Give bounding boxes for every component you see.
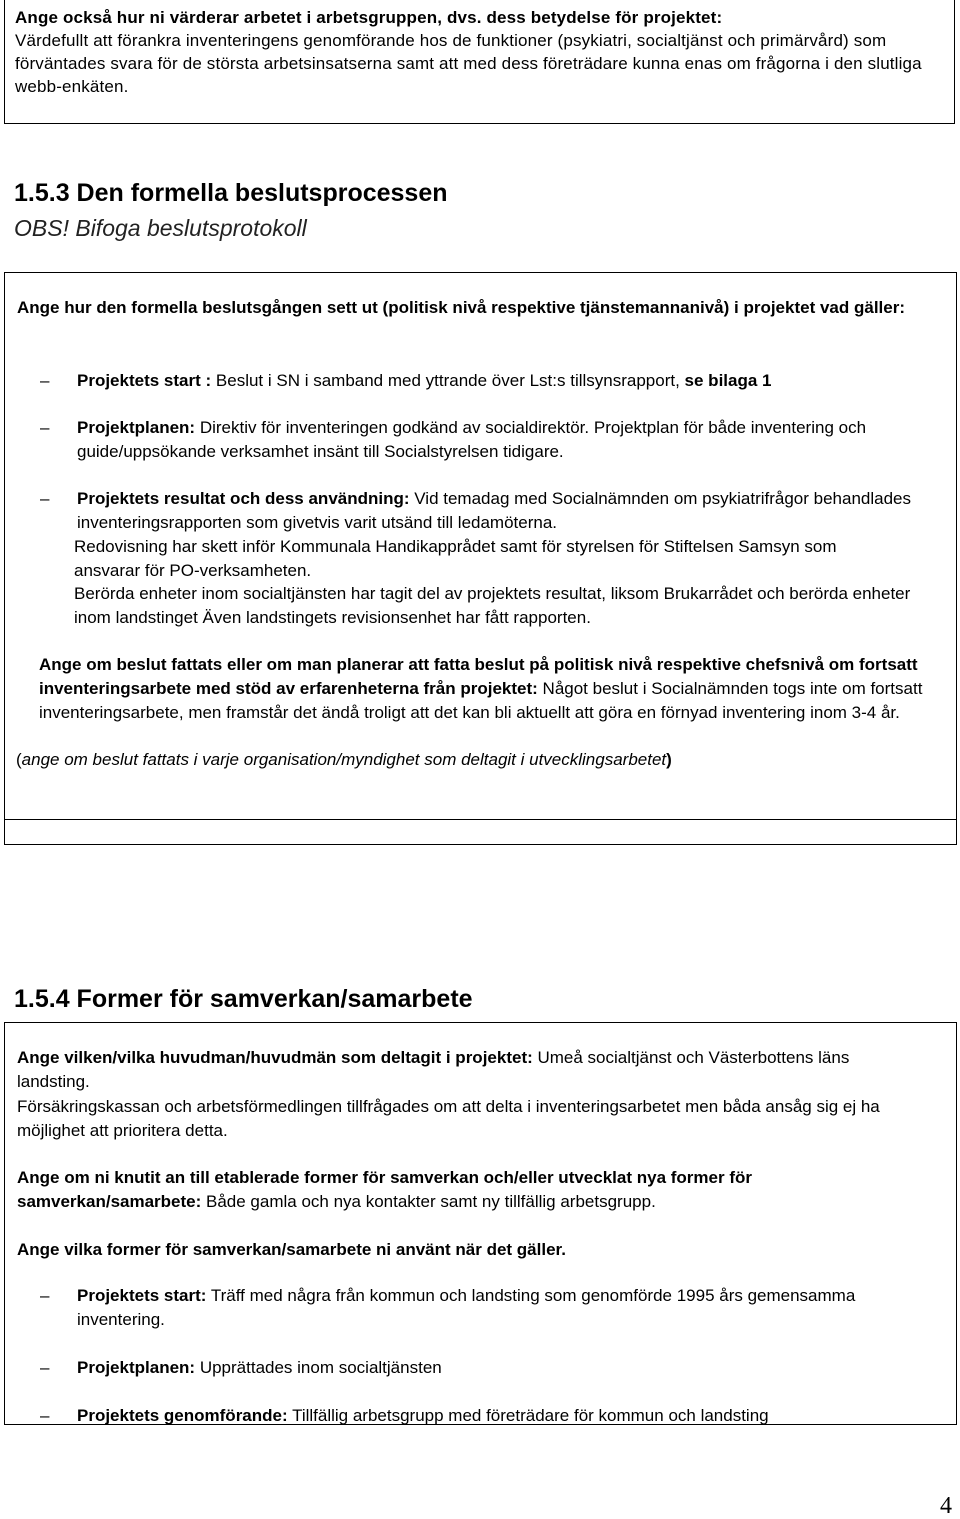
obs-note: OBS! Bifoga beslutsprotokoll (14, 215, 307, 241)
redovisning-paragraph: Redovisning har skett inför Kommunala Handikapprådet samt för styrelsen för Stiftelsen Samsyn som ansvarar för PO-verksamheten. (74, 537, 837, 580)
insurance-paragraph: Försäkringskassan och arbetsförmedlingen tillfrågades om att delta i inventeringsarbetet men båda ansåg sig ej ha möjlighet att prioritera detta. (17, 1097, 880, 1140)
list-marker: – (40, 371, 50, 390)
evaluation-box (4, 0, 955, 124)
list-marker: – (40, 1406, 50, 1425)
decision-question: Ange hur den formella beslutsgången sett ut (politisk nivå respektive tjänstemannanivå) i projektet vad gäller: (17, 298, 905, 317)
item-text: Beslut i SN i samband med yttrande över Lst:s tillsynsrapport, (211, 371, 680, 390)
list-item-project-result (77, 487, 937, 535)
list-item-coop-plan (77, 1356, 917, 1380)
section-heading-154: 1.5.4 Former för samverkan/samarbete (14, 985, 473, 1013)
principals-label: Ange vilken/vilka huvudman/huvudmän som deltagit i projektet: (17, 1048, 533, 1067)
established-forms-label: Ange om ni knutit an till etablerade former för samverkan och/eller utvecklat nya former för samverkan/samarbete: (17, 1168, 752, 1211)
item-label: Projektets start : (77, 371, 212, 390)
item-text: Upprättades inom socialtjänsten (195, 1358, 442, 1377)
list-marker: – (40, 1286, 50, 1305)
list-item-coop-implementation (77, 1404, 947, 1428)
item-text: Vid temadag med Socialnämnden om psykiatrifrågor behandlades inventeringsrapporten som givetvis varit utsänd till ledamöterna. (77, 489, 912, 532)
list-marker: – (40, 489, 50, 508)
attachment-ref: se bilaga 1 (679, 371, 772, 390)
principals-answer: Umeå socialtjänst och Västerbottens läns landsting. (17, 1048, 850, 1091)
evaluation-answer: Värdefullt att förankra inventeringens genomförande hos de funktioner (psykiatri, socialtjänst och primärvård) som förväntades svara för de största arbetsinsatserna samt att med dess företrädare kunna enas om frågorna i den slutliga webb-enkäten. (15, 31, 922, 96)
followup-answer: Något beslut i Socialnämnden togs inte om fortsatt inventeringsarbete, men framstår det ändå troligt att det kan bli aktuellt att göra en förnyad inventering inom 3-4 år. (39, 679, 923, 722)
forms-question: Ange vilka former för samverkan/samarbete ni använt när det gäller. (17, 1240, 566, 1259)
list-item-coop-start (77, 1284, 917, 1332)
list-marker: – (40, 418, 50, 437)
principals-question (17, 1046, 897, 1094)
empty-row-box (4, 820, 957, 845)
page-number: 4 (940, 1493, 952, 1519)
established-forms-answer: Både gamla och nya kontakter samt ny tillfällig arbetsgrupp. (201, 1192, 656, 1211)
item-label: Projektets genomförande: (77, 1406, 288, 1425)
organisation-note: (ange om beslut fattats i varje organisation/myndighet som deltagit i utvecklingsarbetet) (16, 750, 672, 769)
item-text: Direktiv för inventeringen godkänd av socialdirektör. Projektplan för både inventering och guide/uppsökande verksamhet insänt till Socialstyrelsen tidigare. (77, 418, 867, 461)
item-label: Projektets start: (77, 1286, 207, 1305)
item-label: Projektplanen: (77, 418, 196, 437)
decision-followup (39, 653, 929, 725)
list-item-project-start (77, 369, 947, 393)
item-label: Projektplanen: (77, 1358, 196, 1377)
list-item-project-plan (77, 416, 917, 464)
item-label: Projektets resultat och dess användning: (77, 489, 410, 508)
evaluation-question: Ange också hur ni värderar arbetet i arbetsgruppen, dvs. dess betydelse för projektet: (15, 8, 723, 27)
established-forms-question (17, 1166, 937, 1214)
berorda-paragraph: Berörda enheter inom socialtjänsten har tagit del av projektets resultat, liksom Brukarrådet och berörda enheter inom landstinget Även landstingets revisionsenhet har fått rapporten. (74, 584, 911, 627)
item-text: Träff med några från kommun och landsting som genomförde 1995 års gemensamma inventering. (77, 1286, 856, 1329)
section-heading-153: 1.5.3 Den formella beslutsprocessen (14, 179, 448, 207)
note-italic: ange om beslut fattats i varje organisation/myndighet som deltagit i utvecklingsarbetet (21, 750, 667, 769)
followup-question: Ange om beslut fattats eller om man planerar att fatta beslut på politisk nivå respektive chefsnivå om fortsatt inventeringsarbete med stöd av erfarenheterna från projektet: (39, 655, 918, 698)
item-text: Tillfällig arbetsgrupp med företrädare för kommun och landsting (287, 1406, 769, 1425)
list-marker: – (40, 1358, 50, 1377)
